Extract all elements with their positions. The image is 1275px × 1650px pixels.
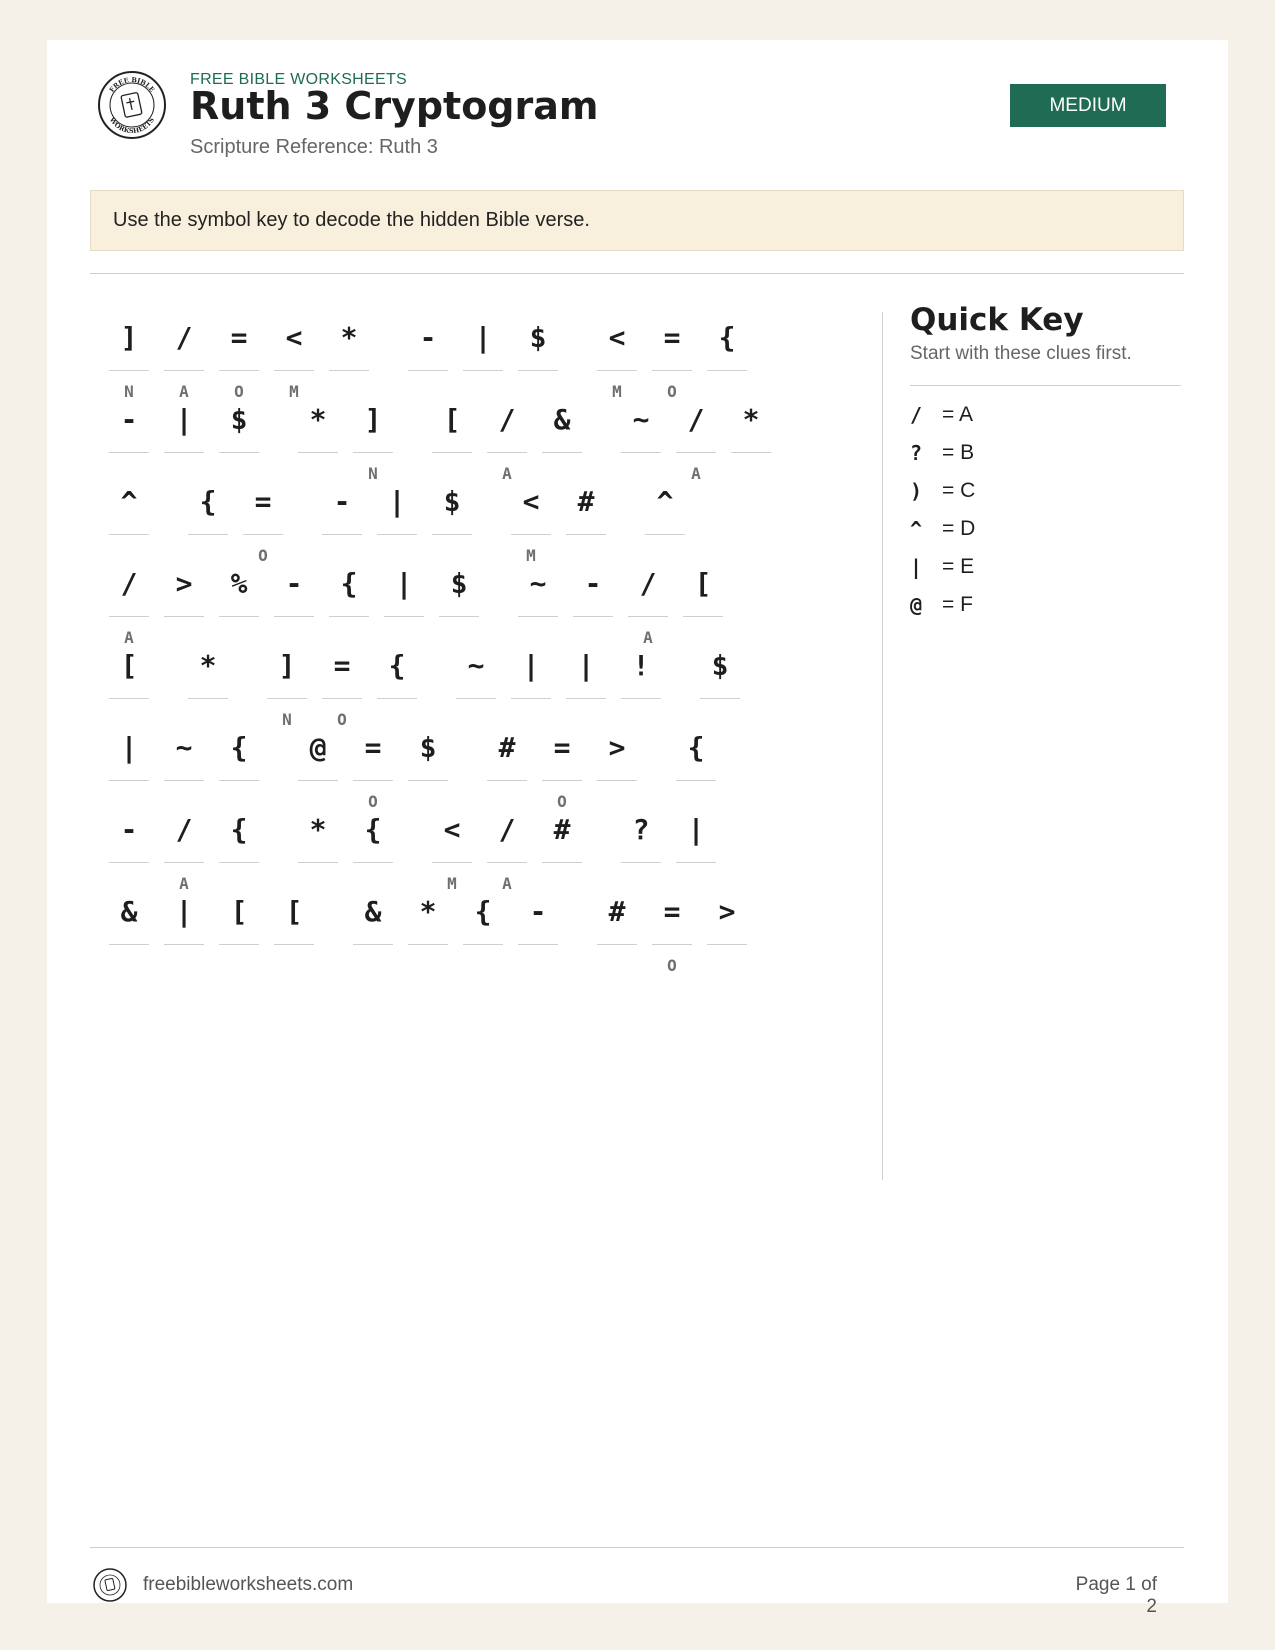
answer-line[interactable] — [700, 698, 740, 699]
cipher-symbol: - — [529, 894, 547, 928]
cipher-symbol: ~ — [467, 648, 485, 682]
answer-line[interactable] — [676, 780, 716, 781]
cipher-symbol: * — [309, 812, 327, 846]
page-title: Ruth 3 Cryptogram — [190, 84, 599, 128]
answer-line[interactable] — [219, 616, 259, 617]
hint-letter: M — [526, 546, 536, 565]
hint-letter: M — [612, 382, 622, 401]
cipher-symbol: & — [120, 894, 138, 928]
answer-line[interactable] — [274, 370, 314, 371]
scripture-reference: Scripture Reference: Ruth 3 — [190, 136, 438, 158]
answer-line[interactable] — [676, 862, 716, 863]
answer-line[interactable] — [432, 862, 472, 863]
answer-line[interactable] — [621, 862, 661, 863]
footer-website: freebibleworksheets.com — [143, 1574, 354, 1595]
cipher-symbol: = — [333, 648, 351, 682]
answer-line[interactable] — [188, 534, 228, 535]
answer-line[interactable] — [219, 944, 259, 945]
answer-line[interactable] — [566, 534, 606, 535]
hint-letter: O — [368, 792, 378, 811]
answer-line[interactable] — [621, 698, 661, 699]
answer-line[interactable] — [298, 862, 338, 863]
hint-letter: O — [667, 382, 677, 401]
answer-line[interactable] — [164, 944, 204, 945]
answer-line[interactable] — [707, 944, 747, 945]
answer-line[interactable] — [353, 862, 393, 863]
cipher-symbol: { — [199, 484, 217, 518]
answer-line[interactable] — [573, 616, 613, 617]
quick-key-item — [910, 400, 973, 430]
cipher-symbol: < — [608, 320, 626, 354]
cipher-symbol: $ — [711, 648, 729, 682]
hint-letter: A — [643, 628, 653, 647]
cipher-symbol: * — [340, 320, 358, 354]
cipher-symbol: > — [175, 566, 193, 600]
cipher-symbol: - — [584, 566, 602, 600]
cipher-symbol: = — [254, 484, 272, 518]
cipher-symbol: { — [340, 566, 358, 600]
cipher-symbol: = — [230, 320, 248, 354]
cipher-symbol: ] — [278, 648, 296, 682]
cipher-symbol: = — [553, 730, 571, 764]
quick-key-value: = A — [942, 403, 973, 426]
quick-key-value: = B — [942, 441, 975, 464]
answer-line[interactable] — [329, 370, 369, 371]
answer-line[interactable] — [645, 534, 685, 535]
hint-letter: M — [447, 874, 457, 893]
answer-line[interactable] — [542, 862, 582, 863]
answer-line[interactable] — [164, 616, 204, 617]
answer-line[interactable] — [542, 452, 582, 453]
hint-letter: A — [502, 874, 512, 893]
cipher-symbol: # — [608, 894, 626, 928]
hint-letter: O — [234, 382, 244, 401]
quick-key-item — [910, 438, 974, 468]
cipher-symbol: | — [577, 648, 595, 682]
quick-key-subtitle: Start with these clues first. — [910, 343, 1132, 364]
cipher-symbol: / — [120, 566, 138, 600]
answer-line[interactable] — [707, 370, 747, 371]
answer-line[interactable] — [511, 534, 551, 535]
answer-line[interactable] — [353, 944, 393, 945]
quick-key-symbol: ) — [910, 479, 923, 503]
hint-letter: O — [337, 710, 347, 729]
answer-line[interactable] — [439, 616, 479, 617]
answer-line[interactable] — [463, 370, 503, 371]
cipher-symbol: & — [553, 402, 571, 436]
quick-key-title: Quick Key — [910, 302, 1084, 338]
quick-key-item — [910, 552, 974, 582]
answer-line[interactable] — [164, 780, 204, 781]
quick-key-item — [910, 590, 973, 620]
svg-text:WORKSHEETS: WORKSHEETS — [107, 116, 157, 136]
cipher-symbol: { — [474, 894, 492, 928]
hint-letter: N — [368, 464, 378, 483]
answer-line[interactable] — [731, 452, 771, 453]
answer-line[interactable] — [487, 780, 527, 781]
answer-line[interactable] — [164, 452, 204, 453]
cipher-symbol: ^ — [120, 484, 138, 518]
answer-line[interactable] — [219, 780, 259, 781]
answer-line[interactable] — [109, 370, 149, 371]
cipher-symbol: ] — [120, 320, 138, 354]
cipher-symbol: < — [522, 484, 540, 518]
brand-name: FREE BIBLE WORKSHEETS — [190, 71, 408, 88]
svg-text:FREE BIBLE: FREE BIBLE — [107, 75, 157, 94]
answer-line[interactable] — [408, 370, 448, 371]
answer-line[interactable] — [164, 370, 204, 371]
cipher-symbol: < — [443, 812, 461, 846]
answer-line[interactable] — [542, 780, 582, 781]
cipher-symbol: $ — [529, 320, 547, 354]
quick-key-symbol: / — [910, 403, 923, 427]
cipher-symbol: | — [395, 566, 413, 600]
quick-key-symbol: ^ — [910, 517, 923, 541]
cipher-symbol: ? — [632, 812, 650, 846]
answer-line[interactable] — [274, 616, 314, 617]
answer-line[interactable] — [597, 780, 637, 781]
answer-line[interactable] — [329, 616, 369, 617]
cipher-symbol: - — [333, 484, 351, 518]
cipher-symbol: { — [230, 812, 248, 846]
answer-line[interactable] — [267, 698, 307, 699]
answer-line[interactable] — [408, 780, 448, 781]
cipher-symbol: ~ — [175, 730, 193, 764]
answer-line[interactable] — [432, 452, 472, 453]
cipher-symbol: - — [419, 320, 437, 354]
answer-line[interactable] — [109, 698, 149, 699]
cipher-symbol: = — [364, 730, 382, 764]
cipher-symbol: @ — [309, 730, 327, 764]
answer-line[interactable] — [566, 698, 606, 699]
answer-line[interactable] — [518, 616, 558, 617]
cipher-symbol: / — [687, 402, 705, 436]
cipher-symbol: { — [718, 320, 736, 354]
answer-line[interactable] — [164, 862, 204, 863]
answer-line[interactable] — [597, 944, 637, 945]
answer-line[interactable] — [243, 534, 283, 535]
answer-line[interactable] — [219, 862, 259, 863]
quick-key-item — [910, 514, 975, 544]
cipher-symbol: $ — [419, 730, 437, 764]
hint-letter: N — [124, 382, 134, 401]
quick-key-item — [910, 476, 975, 506]
answer-line[interactable] — [219, 452, 259, 453]
page-number: Page 1 of 2 — [1075, 1574, 1157, 1617]
cipher-symbol: ! — [632, 648, 650, 682]
cipher-symbol: [ — [443, 402, 461, 436]
cipher-symbol: % — [230, 566, 248, 600]
cipher-symbol: | — [175, 402, 193, 436]
cipher-symbol: | — [388, 484, 406, 518]
answer-line[interactable] — [518, 944, 558, 945]
answer-line[interactable] — [597, 370, 637, 371]
cipher-symbol: | — [474, 320, 492, 354]
quick-key-value: = C — [942, 479, 976, 502]
cipher-symbol: < — [285, 320, 303, 354]
hint-letter: A — [124, 628, 134, 647]
answer-line[interactable] — [377, 534, 417, 535]
cipher-symbol: [ — [285, 894, 303, 928]
hint-letter: A — [502, 464, 512, 483]
answer-line[interactable] — [298, 452, 338, 453]
cipher-symbol: - — [120, 812, 138, 846]
cipher-symbol: { — [364, 812, 382, 846]
answer-line[interactable] — [384, 616, 424, 617]
hint-letter: O — [557, 792, 567, 811]
cipher-symbol: # — [553, 812, 571, 846]
footer-divider — [90, 1547, 1184, 1548]
cipher-symbol: / — [639, 566, 657, 600]
quick-key-value: = E — [942, 555, 975, 578]
cipher-symbol: / — [175, 812, 193, 846]
cipher-symbol: [ — [230, 894, 248, 928]
hint-letter: A — [179, 874, 189, 893]
cipher-symbol: ] — [364, 402, 382, 436]
cipher-symbol: [ — [694, 566, 712, 600]
answer-line[interactable] — [298, 780, 338, 781]
hint-letter: N — [282, 710, 292, 729]
hint-letter: A — [691, 464, 701, 483]
footer-logo-icon — [92, 1567, 128, 1603]
answer-line[interactable] — [652, 944, 692, 945]
cipher-symbol: $ — [230, 402, 248, 436]
cipher-symbol: * — [199, 648, 217, 682]
cipher-symbol: $ — [450, 566, 468, 600]
quick-key-symbol: ? — [910, 441, 923, 465]
answer-line[interactable] — [219, 370, 259, 371]
cipher-symbol: # — [498, 730, 516, 764]
cipher-symbol: | — [175, 894, 193, 928]
answer-line[interactable] — [652, 370, 692, 371]
answer-line[interactable] — [109, 616, 149, 617]
answer-line[interactable] — [432, 534, 472, 535]
cipher-symbol: / — [175, 320, 193, 354]
answer-line[interactable] — [274, 944, 314, 945]
answer-line[interactable] — [109, 534, 149, 535]
answer-line[interactable] — [621, 452, 661, 453]
quick-key-value: = D — [942, 517, 976, 540]
cipher-symbol: * — [742, 402, 760, 436]
answer-line[interactable] — [109, 862, 149, 863]
cipher-symbol: * — [419, 894, 437, 928]
instructions-text: Use the symbol key to decode the hidden Bible verse. — [113, 209, 590, 231]
answer-line[interactable] — [109, 452, 149, 453]
answer-line[interactable] — [676, 452, 716, 453]
cipher-symbol: { — [388, 648, 406, 682]
answer-line[interactable] — [188, 698, 228, 699]
cipher-symbol: [ — [120, 648, 138, 682]
answer-line[interactable] — [353, 780, 393, 781]
difficulty-badge: MEDIUM — [1010, 84, 1166, 127]
answer-line[interactable] — [353, 452, 393, 453]
cipher-symbol: { — [687, 730, 705, 764]
cipher-symbol: $ — [443, 484, 461, 518]
hint-letter: O — [667, 956, 677, 975]
cipher-symbol: > — [718, 894, 736, 928]
cipher-symbol: / — [498, 402, 516, 436]
cipher-symbol: > — [608, 730, 626, 764]
cipher-symbol: | — [522, 648, 540, 682]
column-divider — [882, 312, 883, 1180]
answer-line[interactable] — [628, 616, 668, 617]
answer-line[interactable] — [322, 534, 362, 535]
answer-line[interactable] — [109, 944, 149, 945]
quick-key-symbol: @ — [910, 593, 923, 617]
answer-line[interactable] — [487, 452, 527, 453]
cipher-symbol: | — [687, 812, 705, 846]
answer-line[interactable] — [518, 370, 558, 371]
cipher-symbol: | — [120, 730, 138, 764]
quick-key-symbol: | — [910, 555, 923, 579]
answer-line[interactable] — [408, 944, 448, 945]
cipher-symbol: ~ — [632, 402, 650, 436]
quick-key-value: = F — [942, 593, 973, 616]
cryptogram-grid — [47, 40, 877, 1040]
cipher-symbol: = — [663, 320, 681, 354]
cipher-symbol: & — [364, 894, 382, 928]
worksheet-page — [47, 40, 1228, 1617]
hint-letter: A — [179, 382, 189, 401]
answer-line[interactable] — [487, 862, 527, 863]
hint-letter: O — [258, 546, 268, 565]
cipher-symbol: # — [577, 484, 595, 518]
answer-line[interactable] — [322, 698, 362, 699]
answer-line[interactable] — [683, 616, 723, 617]
cipher-symbol: * — [309, 402, 327, 436]
answer-line[interactable] — [109, 780, 149, 781]
answer-line[interactable] — [463, 944, 503, 945]
answer-line[interactable] — [377, 698, 417, 699]
quick-key-divider — [910, 385, 1181, 386]
cipher-symbol: = — [663, 894, 681, 928]
hint-letter: M — [289, 382, 299, 401]
cipher-symbol: ^ — [656, 484, 674, 518]
cipher-symbol: - — [120, 402, 138, 436]
cipher-symbol: { — [230, 730, 248, 764]
cipher-symbol: / — [498, 812, 516, 846]
cipher-symbol: - — [285, 566, 303, 600]
answer-line[interactable] — [511, 698, 551, 699]
cipher-symbol: ~ — [529, 566, 547, 600]
answer-line[interactable] — [456, 698, 496, 699]
